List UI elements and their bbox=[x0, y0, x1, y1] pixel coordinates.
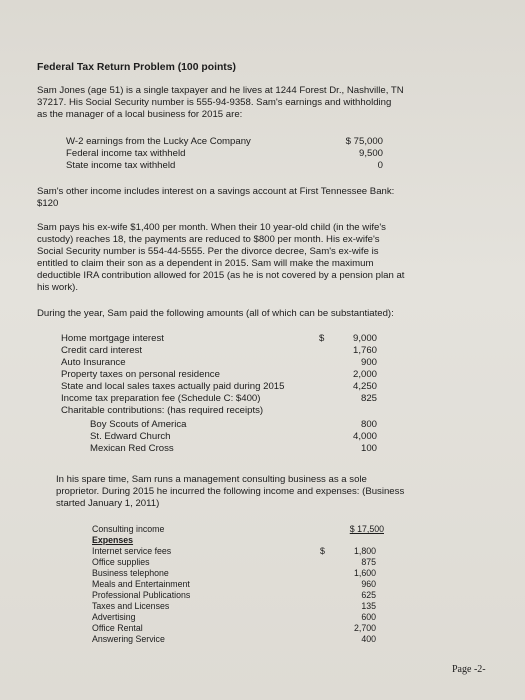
expense-value: 2,700 bbox=[353, 623, 376, 633]
expense-label: Answering Service bbox=[92, 634, 165, 644]
payment-label: Charitable contributions: (has required receipts) bbox=[61, 405, 264, 416]
w2-label: Federal income tax withheld bbox=[66, 148, 186, 159]
business-intro-line: In his spare time, Sam runs a management consulting business as a sole bbox=[56, 474, 367, 485]
expenses-dollar-sign: $ bbox=[320, 546, 325, 556]
expense-label: Meals and Entertainment bbox=[92, 579, 190, 589]
intro-line: as the manager of a local business for 2015 are: bbox=[37, 109, 243, 120]
alimony-line: Sam pays his ex-wife $1,400 per month. When their 10 year-old child (in the wife's bbox=[37, 222, 386, 233]
expense-value: 960 bbox=[361, 579, 376, 589]
consulting-income-label: Consulting income bbox=[92, 524, 165, 534]
expense-label: Taxes and Licenses bbox=[92, 601, 170, 611]
alimony-line: deductible IRA contribution allowed for 2015 (as he is not covered by a pension plan at bbox=[37, 270, 405, 281]
business-intro-line: started January 1, 2011) bbox=[56, 498, 160, 509]
w2-value: 0 bbox=[377, 160, 383, 171]
expense-label: Office supplies bbox=[92, 557, 150, 567]
expense-label: Business telephone bbox=[92, 568, 169, 578]
alimony-line: Social Security number is 554-44-5555. Per the divorce decree, Sam's ex-wife is bbox=[37, 246, 379, 257]
payment-value: 4,250 bbox=[352, 381, 377, 392]
page-number: Page -2- bbox=[452, 664, 486, 675]
expense-value: 600 bbox=[361, 612, 376, 622]
payment-label: Property taxes on personal residence bbox=[61, 369, 220, 380]
payment-label: Home mortgage interest bbox=[61, 333, 164, 344]
payments-dollar-sign: $ bbox=[319, 333, 325, 344]
charity-value: 100 bbox=[360, 443, 377, 454]
other-income-line: $120 bbox=[37, 198, 59, 209]
expense-label: Internet service fees bbox=[92, 546, 172, 556]
payment-value: 2,000 bbox=[352, 369, 377, 380]
expense-label: Office Rental bbox=[92, 623, 143, 633]
expense-label: Professional Publications bbox=[92, 590, 191, 600]
expense-value: 135 bbox=[361, 601, 376, 611]
payment-label: State and local sales taxes actually paid during 2015 bbox=[61, 381, 285, 392]
expense-label: Advertising bbox=[92, 612, 136, 622]
w2-label: State income tax withheld bbox=[66, 160, 176, 171]
w2-value: $ 75,000 bbox=[345, 136, 383, 147]
document-title: Federal Tax Return Problem (100 points) bbox=[37, 62, 237, 73]
alimony-line: entitled to claim their son as a dependent in 2015. Sam will make the maximum bbox=[37, 258, 374, 269]
payments-intro: During the year, Sam paid the following amounts (all of which can be substantiated): bbox=[37, 308, 394, 319]
payment-value: 900 bbox=[360, 357, 377, 368]
alimony-line: his work). bbox=[37, 282, 79, 293]
payment-label: Income tax preparation fee (Schedule C: $400) bbox=[61, 393, 261, 404]
payment-value: 825 bbox=[360, 393, 377, 404]
intro-line: Sam Jones (age 51) is a single taxpayer and he lives at 1244 Forest Dr., Nashville, TN bbox=[37, 85, 404, 96]
expense-value: 1,600 bbox=[353, 568, 376, 578]
expense-value: 1,800 bbox=[353, 546, 376, 556]
consulting-income-value: $ 17,500 bbox=[349, 524, 384, 534]
other-income-line: Sam's other income includes interest on a savings account at First Tennessee Bank: bbox=[37, 186, 395, 197]
w2-label: W-2 earnings from the Lucky Ace Company bbox=[66, 136, 251, 147]
expense-value: 625 bbox=[361, 590, 376, 600]
payment-value: 9,000 bbox=[352, 333, 377, 344]
payment-label: Credit card interest bbox=[61, 345, 143, 356]
business-intro-line: proprietor. During 2015 he incurred the following income and expenses: (Business bbox=[56, 486, 405, 497]
payment-value: 1,760 bbox=[352, 345, 377, 356]
expenses-heading: Expenses bbox=[92, 535, 134, 545]
charity-label: St. Edward Church bbox=[90, 431, 171, 442]
w2-value: 9,500 bbox=[358, 148, 383, 159]
expense-value: 400 bbox=[361, 634, 376, 644]
payment-label: Auto Insurance bbox=[61, 357, 126, 368]
intro-line: 37217. His Social Security number is 555-94-9358. Sam's earnings and withholding bbox=[37, 97, 392, 108]
charity-value: 800 bbox=[360, 419, 377, 430]
expense-value: 875 bbox=[361, 557, 376, 567]
alimony-line: custody) reaches 18, the payments are reduced to $800 per month. His ex-wife's bbox=[37, 234, 380, 245]
charity-label: Boy Scouts of America bbox=[90, 419, 187, 430]
charity-label: Mexican Red Cross bbox=[90, 443, 174, 454]
charity-value: 4,000 bbox=[352, 431, 377, 442]
